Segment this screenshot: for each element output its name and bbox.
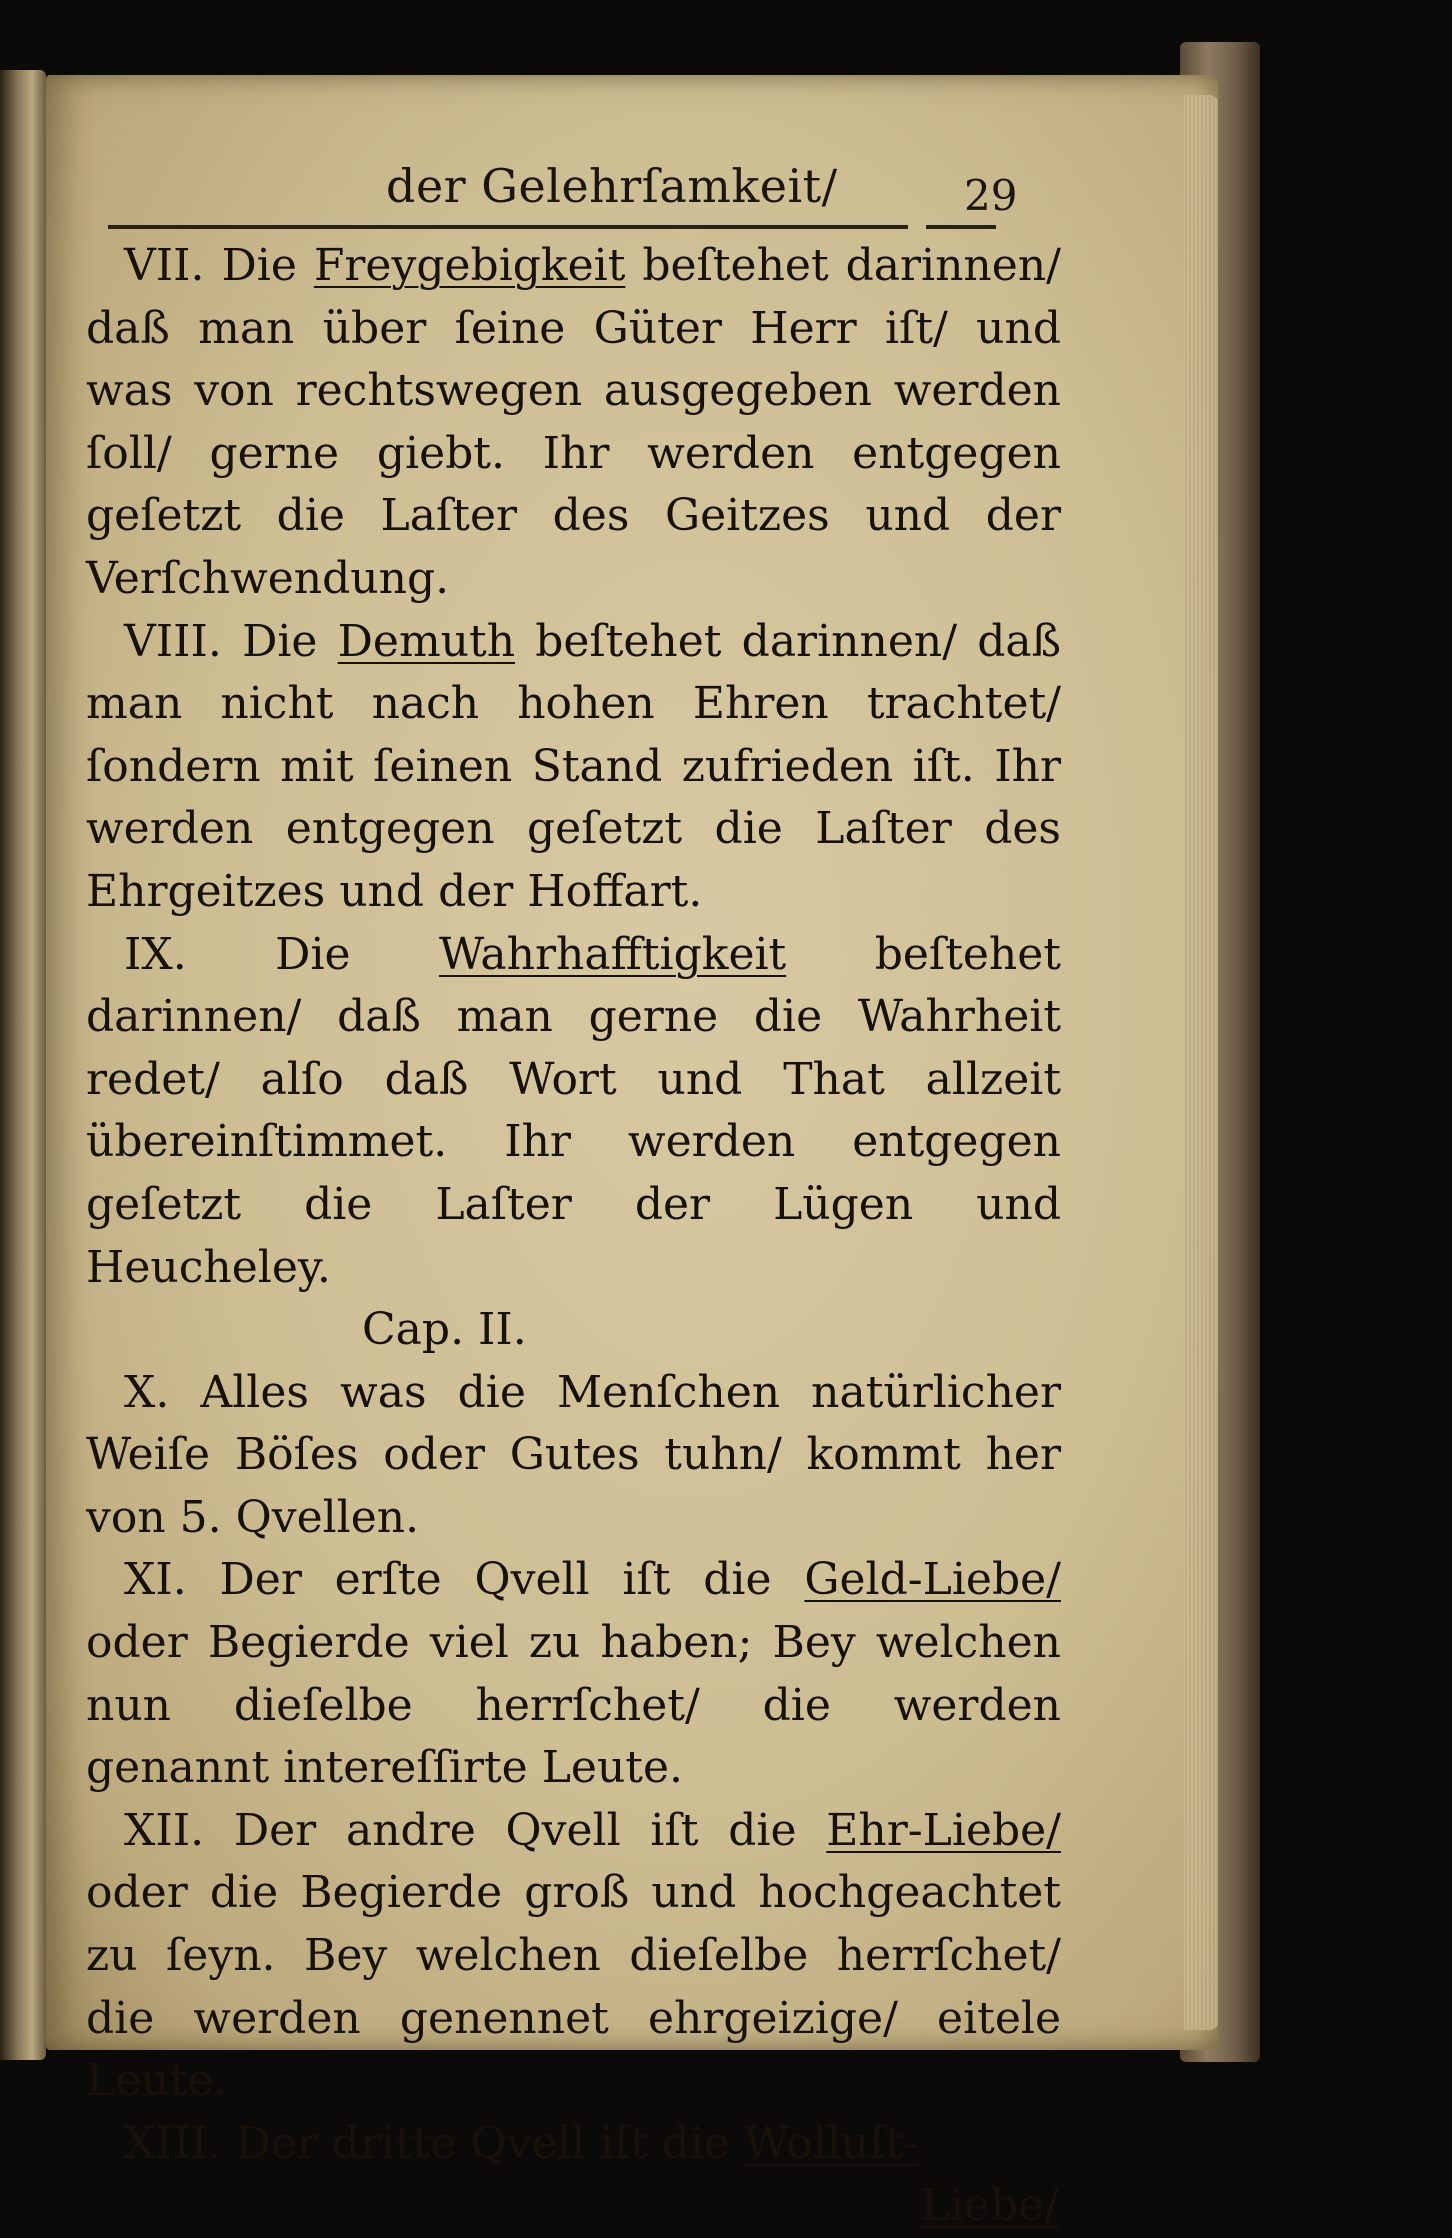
section-number: XIII.: [124, 2117, 222, 2169]
section-ix: [86, 924, 1061, 1300]
section-number: X.: [124, 1366, 170, 1418]
catchword-text: Liebe/: [920, 2180, 1059, 2232]
section-x: [86, 1362, 1061, 1550]
facing-page-edge: [0, 70, 46, 2060]
section-term: Wahrhafftigkeit: [439, 928, 787, 980]
catchword: [86, 2175, 1061, 2238]
section-term: Wolluſt-: [743, 2117, 918, 2169]
page-block-edges: [1184, 95, 1218, 2030]
page-number: 29: [964, 171, 1018, 220]
section-xiii: [86, 2113, 1061, 2176]
section-text: beſtehet darinnen/ daß man über ſeine Güter Herr iſt/ und was von rechtswegen ausgegeben werden ſoll/ gerne giebt. Ihr werden entgegen geſetzt die Laſter des Geitzes und der Verſchwendung.: [86, 240, 1061, 604]
section-number: XI.: [124, 1554, 187, 1606]
header-rule: [108, 225, 908, 229]
header-rule-short: [926, 225, 996, 229]
page-body: [86, 235, 1061, 2238]
section-term: Ehr-Liebe/: [826, 1804, 1061, 1856]
chapter-heading: Cap. II.: [362, 1304, 527, 1356]
section-term: Freygebigkeit: [313, 240, 626, 291]
section-text: oder Begierde viel zu haben; Bey welchen nun dieſelbe herrſchet/ die werden genannt intereſſirte Leute.: [86, 1617, 1061, 1794]
running-header: der Gelehrſamkeit/: [386, 159, 838, 213]
section-number: XII.: [124, 1804, 205, 1856]
section-text: Alles was die Menſchen natürlicher Weiſe Böſes oder Gutes tuhn/ kommt her von 5. Qvellen.: [86, 1366, 1061, 1543]
section-text: beſtehet darinnen/ daß man nicht nach hohen Ehren trachtet/ ſondern mit ſeinen Stand zufrieden iſt. Ihr werden entgegen geſetzt die Laſter des Ehrgeitzes und der Hoffart.: [86, 615, 1061, 917]
section-term: Demuth: [337, 615, 516, 667]
section-lead: Der dritte Qvell iſt die: [235, 2117, 730, 2169]
section-lead: Die: [275, 928, 351, 980]
section-text: beſtehet darinnen/ daß man gerne die Wahrheit redet/ alſo daß Wort und That allzeit übereinſtimmet. Ihr werden entgegen geſetzt die Laſter der Lügen und Heucheley.: [86, 928, 1061, 1293]
section-text: oder die Begierde groß und hochgeachtet zu ſeyn. Bey welchen dieſelbe herrſchet/ die werden genennet ehrgeizige/ eitele Leute.: [86, 1867, 1061, 2107]
section-lead: Der andre Qvell iſt die: [233, 1804, 797, 1856]
section-vii: [86, 235, 1061, 611]
section-number: VIII.: [124, 615, 222, 667]
section-lead: Der erſte Qvell iſt die: [219, 1554, 772, 1606]
section-lead: Die: [221, 240, 297, 291]
book-page: [46, 75, 1218, 2232]
section-number: VII.: [124, 240, 205, 291]
section-xi: [86, 1549, 1061, 1799]
section-term: Geld-Liebe/: [804, 1554, 1061, 1606]
section-viii: [86, 611, 1061, 924]
section-number: IX.: [124, 928, 187, 980]
section-xii: [86, 1800, 1061, 2113]
section-lead: Die: [242, 615, 318, 667]
